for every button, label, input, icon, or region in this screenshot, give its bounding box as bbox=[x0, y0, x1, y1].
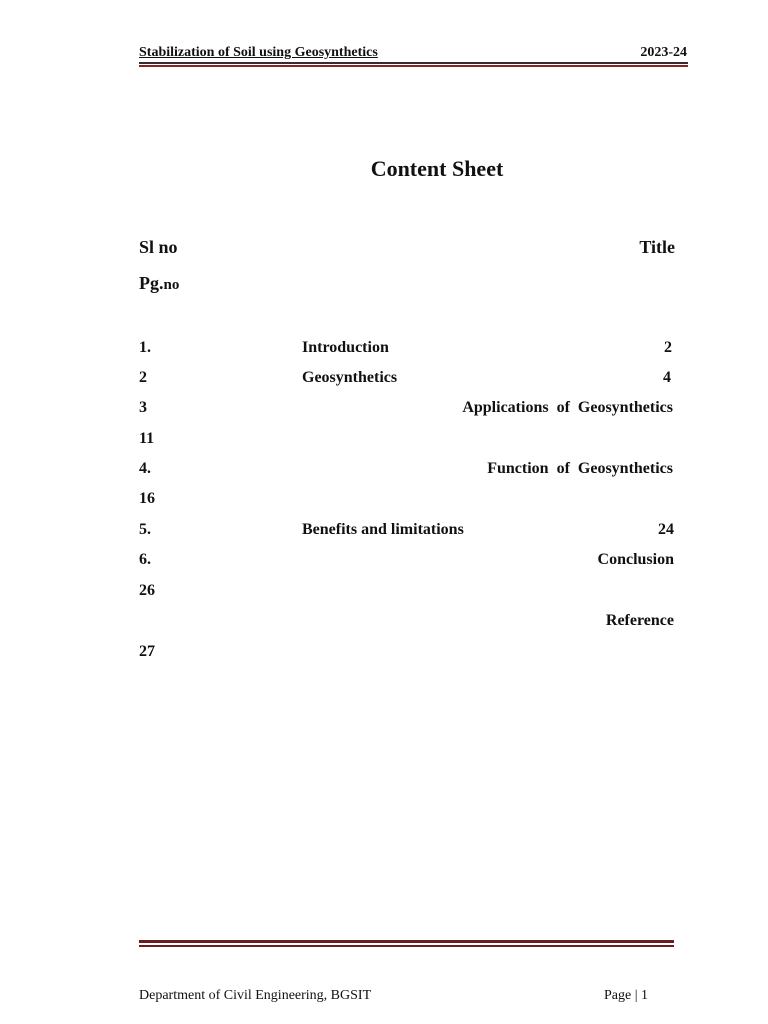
toc-entry-title[interactable]: Introduction bbox=[302, 339, 389, 356]
toc-entry-title[interactable]: Reference bbox=[605, 612, 674, 629]
column-head-page-suffix: no bbox=[163, 277, 180, 293]
toc-entry-page: 4 bbox=[663, 369, 671, 386]
toc-entry-page: 24 bbox=[658, 521, 674, 538]
toc-entry-number: 3 bbox=[139, 399, 147, 416]
toc-entry-title[interactable]: Applications of Geosynthetics bbox=[462, 399, 673, 416]
page-title: Content Sheet bbox=[370, 156, 504, 181]
toc-entry-title[interactable]: Benefits and limitations bbox=[302, 521, 464, 538]
footer-rule bbox=[139, 940, 674, 943]
toc-entry-title[interactable]: Conclusion bbox=[597, 551, 674, 568]
column-head-page bbox=[139, 272, 179, 296]
toc-entry-page: 26 bbox=[139, 582, 155, 599]
header-rule-accent bbox=[139, 65, 688, 67]
toc-entry-title[interactable]: Function of Geosynthetics bbox=[487, 460, 673, 477]
header-rule bbox=[139, 62, 688, 64]
column-head-sl-no: Sl no bbox=[139, 237, 178, 257]
header-year: 2023-24 bbox=[640, 45, 687, 60]
header-title: Stabilization of Soil using Geosynthetics bbox=[139, 45, 378, 60]
toc-entry-page: 11 bbox=[139, 430, 155, 447]
toc-entry-number: 5. bbox=[139, 521, 151, 538]
toc-entry-title[interactable]: Geosynthetics bbox=[302, 369, 398, 386]
column-head-title: Title bbox=[639, 237, 675, 257]
toc-entry-page: 16 bbox=[139, 490, 155, 507]
running-header bbox=[139, 44, 687, 62]
toc-entry-number: 2 bbox=[139, 369, 147, 386]
footer-rule-secondary bbox=[139, 945, 674, 947]
toc-entry-number: 4. bbox=[139, 460, 151, 477]
footer-page-number: Page | 1 bbox=[604, 988, 649, 1003]
column-head-page-main: Pg. bbox=[139, 273, 164, 293]
toc-entry-number: 6. bbox=[139, 551, 151, 568]
toc-entry-number: 1. bbox=[139, 339, 151, 356]
toc-entry-page: 27 bbox=[139, 643, 155, 660]
footer-department: Department of Civil Engineering, BGSIT bbox=[139, 988, 372, 1003]
toc-entry-page: 2 bbox=[664, 339, 672, 356]
